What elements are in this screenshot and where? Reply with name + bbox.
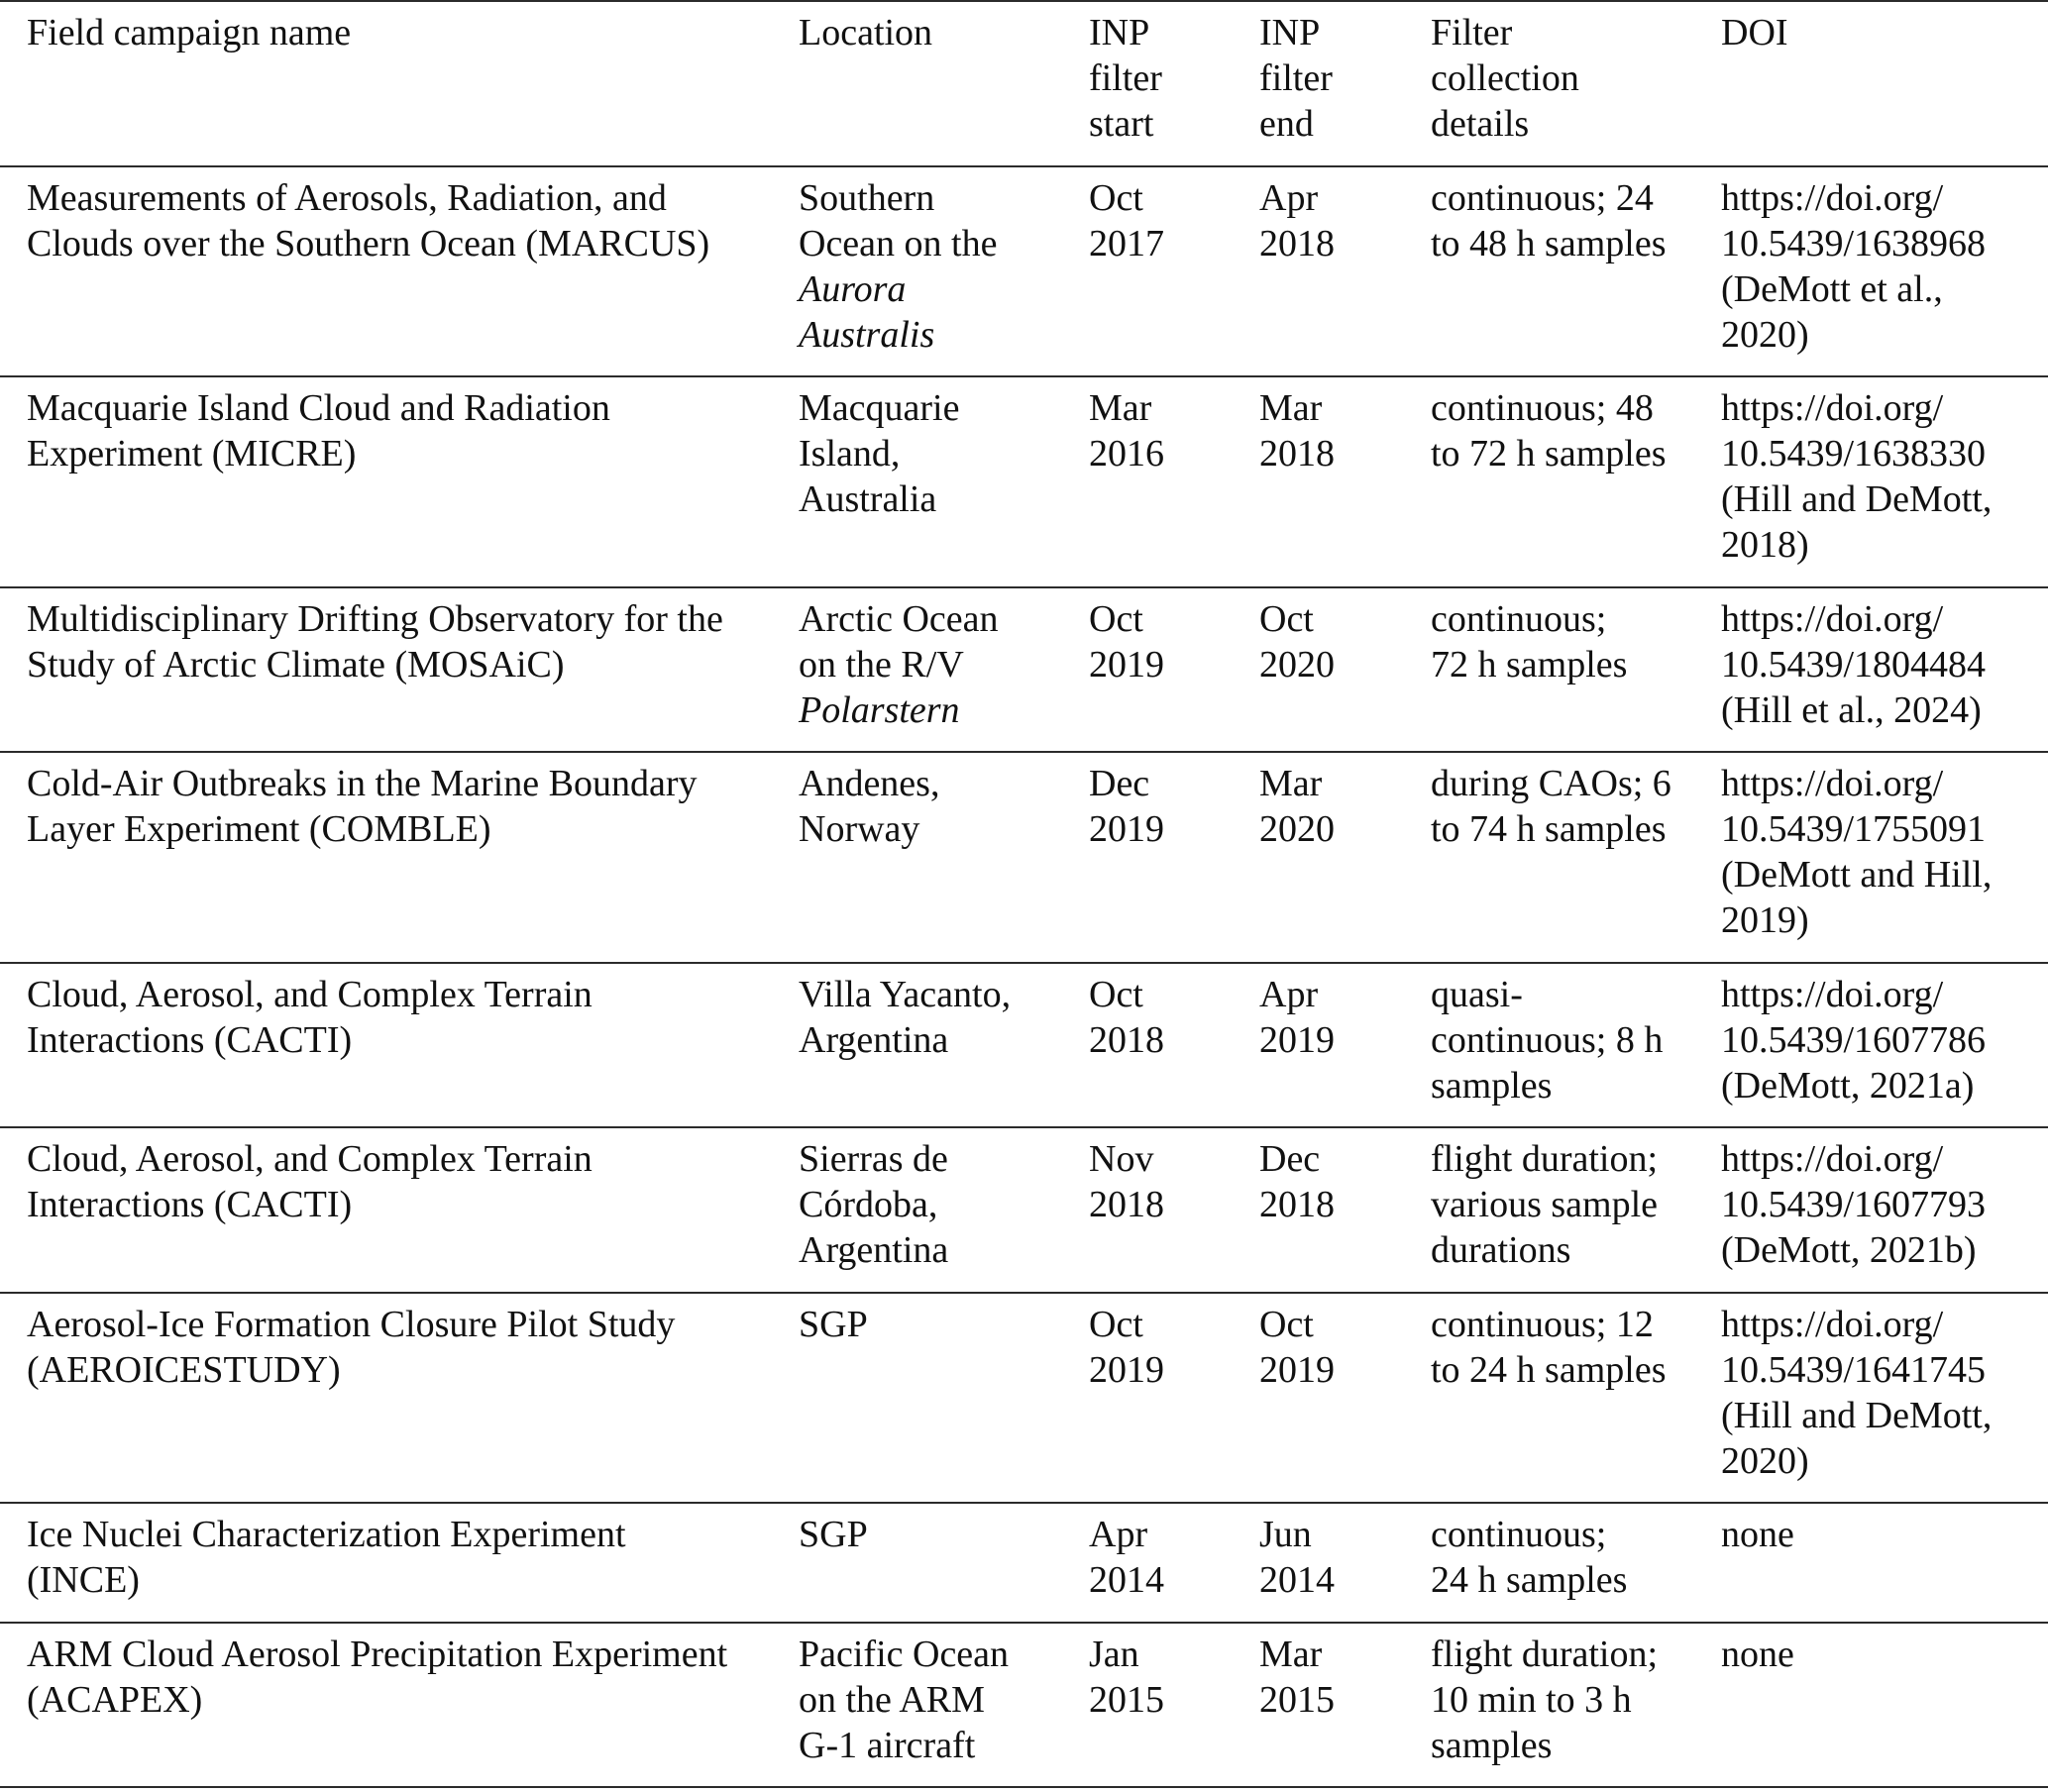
doi-citation-line: (Hill et al., 2024) (1721, 688, 1982, 731)
header-text-line: filter (1089, 57, 1162, 99)
doi-link[interactable] (1721, 1302, 2048, 1393)
location-line: Ocean on the (799, 222, 998, 264)
location-line: on the ARM (799, 1678, 985, 1721)
table-row (0, 166, 2048, 377)
location-line: Australis (799, 313, 935, 356)
header-text-line: INP (1089, 12, 1150, 53)
filter-end-line: Jun (1259, 1514, 1312, 1555)
location-line: Córdoba, (799, 1184, 938, 1225)
doi-link-line[interactable]: https://doi.org/ (1721, 597, 1944, 640)
filter-end-line: 2019 (1259, 1348, 1335, 1391)
cell-doi (1721, 1503, 2048, 1623)
cell-inp-filter-start (1089, 963, 1259, 1128)
filter-start-line: 2019 (1089, 808, 1164, 850)
filter-start-line: 2019 (1089, 1348, 1164, 1391)
location-line: Norway (799, 808, 920, 850)
doi-link-line[interactable]: https://doi.org/ (1721, 176, 1944, 219)
cell-filter-collection-details (1431, 1623, 1721, 1788)
doi-citation-line: (DeMott, 2021a) (1721, 1064, 1975, 1107)
cell-inp-filter-end (1259, 166, 1431, 377)
campaign-name-line: Cloud, Aerosol, and Complex Terrain (27, 1138, 593, 1180)
table-row (0, 587, 2048, 753)
collection-details-line: durations (1431, 1229, 1571, 1271)
cell-location (799, 166, 1089, 377)
cell-inp-filter-end (1259, 587, 1431, 753)
table-body (0, 166, 2048, 1788)
cell-doi (1721, 587, 2048, 753)
filter-end-line: 2018 (1259, 433, 1335, 474)
collection-details-line: flight duration; (1431, 1138, 1659, 1180)
campaign-name-line: Aerosol-Ice Formation Closure Pilot Study (27, 1303, 676, 1345)
doi-link[interactable] (1721, 175, 2048, 266)
doi-link-line[interactable]: 10.5439/1638968 (1721, 222, 1987, 264)
campaign-name-line: Interactions (CACTI) (27, 1018, 353, 1061)
filter-start-line: 2017 (1089, 222, 1164, 264)
table-row (0, 1503, 2048, 1623)
doi-link[interactable] (1721, 1136, 2048, 1227)
cell-filter-collection-details (1431, 1293, 1721, 1504)
header-text-line: Field campaign name (27, 12, 352, 53)
doi-link-line[interactable]: 10.5439/1607793 (1721, 1184, 1987, 1225)
filter-start-line: 2018 (1089, 1018, 1164, 1061)
header-doi (1721, 1, 2048, 166)
filter-end-line: Apr (1259, 973, 1319, 1015)
doi-citation-line: (DeMott and Hill, (1721, 854, 1993, 896)
table-row (0, 963, 2048, 1128)
location-line: Aurora (799, 267, 907, 310)
header-text-line: collection (1431, 57, 1579, 99)
cell-location (799, 1293, 1089, 1504)
cell-inp-filter-start (1089, 587, 1259, 753)
doi-link-line[interactable]: https://doi.org/ (1721, 763, 1944, 804)
header-inp-filter-end (1259, 1, 1431, 166)
collection-details-line: to 72 h samples (1431, 433, 1667, 474)
campaign-name-line: Ice Nuclei Characterization Experiment (27, 1514, 626, 1555)
cell-doi (1721, 1127, 2048, 1293)
header-text-line: DOI (1721, 12, 1788, 53)
doi-link[interactable] (1721, 596, 2048, 687)
cell-inp-filter-start (1089, 1623, 1259, 1788)
collection-details-line: 24 h samples (1431, 1559, 1628, 1601)
cell-doi (1721, 752, 2048, 963)
location-line: Argentina (799, 1018, 949, 1061)
filter-start-line: Mar (1089, 387, 1152, 429)
cell-location (799, 1127, 1089, 1293)
location-line: Australia (799, 478, 937, 520)
doi-citation-line: 2020) (1721, 1439, 1809, 1482)
cell-campaign-name (0, 963, 799, 1128)
campaign-name-line: (ACAPEX) (27, 1678, 203, 1721)
table-row (0, 1127, 2048, 1293)
filter-end-line: 2019 (1259, 1018, 1335, 1061)
doi-link-line[interactable]: https://doi.org/ (1721, 387, 1944, 429)
collection-details-line: to 48 h samples (1431, 222, 1667, 264)
collection-details-line: during CAOs; 6 (1431, 763, 1671, 804)
campaign-name-line: Layer Experiment (COMBLE) (27, 808, 491, 850)
campaign-name-line: Cloud, Aerosol, and Complex Terrain (27, 973, 593, 1015)
filter-start-line: 2014 (1089, 1559, 1164, 1601)
cell-filter-collection-details (1431, 1503, 1721, 1623)
doi-none-text: none (1721, 1633, 1794, 1675)
filter-end-line: 2015 (1259, 1678, 1335, 1721)
table-row (0, 376, 2048, 587)
location-line: Pacific Ocean (799, 1633, 1010, 1675)
cell-campaign-name (0, 1127, 799, 1293)
cell-inp-filter-end (1259, 1503, 1431, 1623)
campaign-name-line: Measurements of Aerosols, Radiation, and (27, 176, 667, 219)
cell-doi (1721, 1293, 2048, 1504)
cell-inp-filter-start (1089, 1293, 1259, 1504)
cell-filter-collection-details (1431, 587, 1721, 753)
collection-details-line: 10 min to 3 h (1431, 1678, 1632, 1721)
location-line: Island, (799, 433, 901, 474)
header-field-campaign-name (0, 1, 799, 166)
campaign-name-line: Cold-Air Outbreaks in the Marine Boundary (27, 763, 698, 804)
collection-details-line: continuous; 24 (1431, 176, 1654, 219)
filter-start-line: Jan (1089, 1633, 1139, 1675)
cell-campaign-name (0, 1293, 799, 1504)
header-text-line: Filter (1431, 12, 1513, 53)
collection-details-line: continuous; (1431, 597, 1607, 640)
doi-citation-line: (DeMott, 2021b) (1721, 1229, 1977, 1271)
doi-citation-line: 2019) (1721, 899, 1809, 941)
filter-start-line: Oct (1089, 597, 1143, 640)
cell-location (799, 752, 1089, 963)
filter-end-line: 2020 (1259, 643, 1335, 685)
cell-inp-filter-end (1259, 1127, 1431, 1293)
collection-details-line: samples (1431, 1724, 1553, 1766)
filter-end-line: Dec (1259, 1138, 1321, 1180)
header-location (799, 1, 1089, 166)
doi-link-line[interactable]: 10.5439/1641745 (1721, 1348, 1987, 1391)
filter-start-line: 2019 (1089, 643, 1164, 685)
cell-inp-filter-end (1259, 1623, 1431, 1788)
doi-link-line[interactable]: 10.5439/1804484 (1721, 643, 1987, 685)
cell-inp-filter-end (1259, 1293, 1431, 1504)
collection-details-line: to 24 h samples (1431, 1348, 1667, 1391)
collection-details-line: continuous; 12 (1431, 1303, 1654, 1345)
campaign-name-line: ARM Cloud Aerosol Precipitation Experiment (27, 1633, 728, 1675)
location-line: on the R/V (799, 643, 964, 685)
collection-details-line: various sample (1431, 1184, 1659, 1225)
cell-campaign-name (0, 1623, 799, 1788)
table-row (0, 1293, 2048, 1504)
header-text-line: start (1089, 103, 1154, 145)
location-line: G-1 aircraft (799, 1724, 976, 1766)
filter-start-line: Oct (1089, 973, 1143, 1015)
filter-start-line: Dec (1089, 763, 1150, 804)
location-line: Macquarie (799, 387, 960, 429)
header-text-line: details (1431, 103, 1530, 145)
location-line: Arctic Ocean (799, 597, 999, 640)
filter-end-line: 2018 (1259, 222, 1335, 264)
collection-details-line: continuous; 48 (1431, 387, 1654, 429)
cell-campaign-name (0, 376, 799, 587)
cell-campaign-name (0, 587, 799, 753)
filter-end-line: 2018 (1259, 1184, 1335, 1225)
header-text-line: filter (1259, 57, 1333, 99)
collection-details-line: flight duration; (1431, 1633, 1659, 1675)
cell-doi (1721, 963, 2048, 1128)
filter-end-line: Mar (1259, 1633, 1323, 1675)
cell-filter-collection-details (1431, 166, 1721, 377)
doi-citation-line: 2018) (1721, 524, 1809, 566)
doi-link[interactable] (1721, 385, 2048, 476)
campaign-name-line: (AEROICESTUDY) (27, 1348, 341, 1391)
filter-end-line: Mar (1259, 763, 1323, 804)
cell-location (799, 1503, 1089, 1623)
collection-details-line: samples (1431, 1064, 1553, 1107)
doi-link-line[interactable]: https://doi.org/ (1721, 973, 1944, 1015)
cell-inp-filter-start (1089, 166, 1259, 377)
location-line: Andenes, (799, 763, 940, 804)
filter-start-line: Oct (1089, 176, 1143, 219)
doi-link-line[interactable]: https://doi.org/ (1721, 1303, 1944, 1345)
location-line: Southern (799, 176, 935, 219)
header-filter-collection-details (1431, 1, 1721, 166)
location-line: SGP (799, 1303, 868, 1345)
header-inp-filter-start (1089, 1, 1259, 166)
cell-inp-filter-start (1089, 752, 1259, 963)
doi-citation-line: (Hill and DeMott, (1721, 1394, 1993, 1436)
location-line: Sierras de (799, 1138, 948, 1180)
collection-details-line: to 74 h samples (1431, 808, 1667, 850)
filter-end-line: Oct (1259, 1303, 1314, 1345)
header-text-line: Location (799, 12, 933, 53)
filter-start-line: 2016 (1089, 433, 1164, 474)
cell-campaign-name (0, 752, 799, 963)
doi-link-line[interactable]: 10.5439/1607786 (1721, 1018, 1987, 1061)
filter-end-line: 2020 (1259, 808, 1335, 850)
doi-citation-line: (Hill and DeMott, (1721, 478, 1993, 520)
cell-filter-collection-details (1431, 1127, 1721, 1293)
table-header-row (0, 1, 2048, 166)
cell-filter-collection-details (1431, 376, 1721, 587)
cell-location (799, 376, 1089, 587)
doi-link-line[interactable]: 10.5439/1755091 (1721, 808, 1987, 850)
table-row (0, 752, 2048, 963)
campaign-name-line: Clouds over the Southern Ocean (MARCUS) (27, 222, 710, 264)
doi-link[interactable] (1721, 972, 2048, 1063)
cell-doi (1721, 166, 2048, 377)
cell-inp-filter-end (1259, 752, 1431, 963)
cell-doi (1721, 1623, 2048, 1788)
location-line: Polarstern (799, 688, 960, 731)
campaign-name-line: Multidisciplinary Drifting Observatory for the (27, 597, 723, 640)
cell-location (799, 963, 1089, 1128)
doi-none-text: none (1721, 1514, 1794, 1555)
campaign-name-line: (INCE) (27, 1559, 140, 1601)
cell-inp-filter-end (1259, 376, 1431, 587)
campaign-name-line: Interactions (CACTI) (27, 1184, 353, 1225)
filter-end-line: Apr (1259, 176, 1319, 219)
doi-link[interactable] (1721, 761, 2048, 852)
doi-citation-line: 2020) (1721, 313, 1809, 356)
campaign-name-line: Study of Arctic Climate (MOSAiC) (27, 643, 565, 685)
table-row (0, 1623, 2048, 1788)
cell-location (799, 587, 1089, 753)
filter-start-line: 2018 (1089, 1184, 1164, 1225)
doi-link-line[interactable]: 10.5439/1638330 (1721, 433, 1987, 474)
filter-end-line: Mar (1259, 387, 1323, 429)
location-line: SGP (799, 1514, 868, 1555)
cell-campaign-name (0, 166, 799, 377)
cell-inp-filter-end (1259, 963, 1431, 1128)
collection-details-line: 72 h samples (1431, 643, 1628, 685)
cell-doi (1721, 376, 2048, 587)
collection-details-line: continuous; 8 h (1431, 1018, 1664, 1061)
collection-details-line: continuous; (1431, 1514, 1607, 1555)
cell-location (799, 1623, 1089, 1788)
cell-inp-filter-start (1089, 1127, 1259, 1293)
filter-start-line: Apr (1089, 1514, 1148, 1555)
filter-end-line: 2014 (1259, 1559, 1335, 1601)
doi-link-line[interactable]: https://doi.org/ (1721, 1138, 1944, 1180)
campaign-name-line: Macquarie Island Cloud and Radiation (27, 387, 610, 429)
cell-inp-filter-start (1089, 1503, 1259, 1623)
location-line: Villa Yacanto, (799, 973, 1012, 1015)
header-text-line: end (1259, 103, 1314, 145)
cell-campaign-name (0, 1503, 799, 1623)
doi-citation-line: (DeMott et al., (1721, 267, 1943, 310)
cell-filter-collection-details (1431, 752, 1721, 963)
location-line: Argentina (799, 1229, 949, 1271)
cell-inp-filter-start (1089, 376, 1259, 587)
filter-start-line: 2015 (1089, 1678, 1164, 1721)
cell-filter-collection-details (1431, 963, 1721, 1128)
filter-start-line: Nov (1089, 1138, 1154, 1180)
collection-details-line: quasi- (1431, 973, 1523, 1015)
filter-end-line: Oct (1259, 597, 1314, 640)
filter-start-line: Oct (1089, 1303, 1143, 1345)
campaign-name-line: Experiment (MICRE) (27, 433, 357, 474)
header-text-line: INP (1259, 12, 1321, 53)
